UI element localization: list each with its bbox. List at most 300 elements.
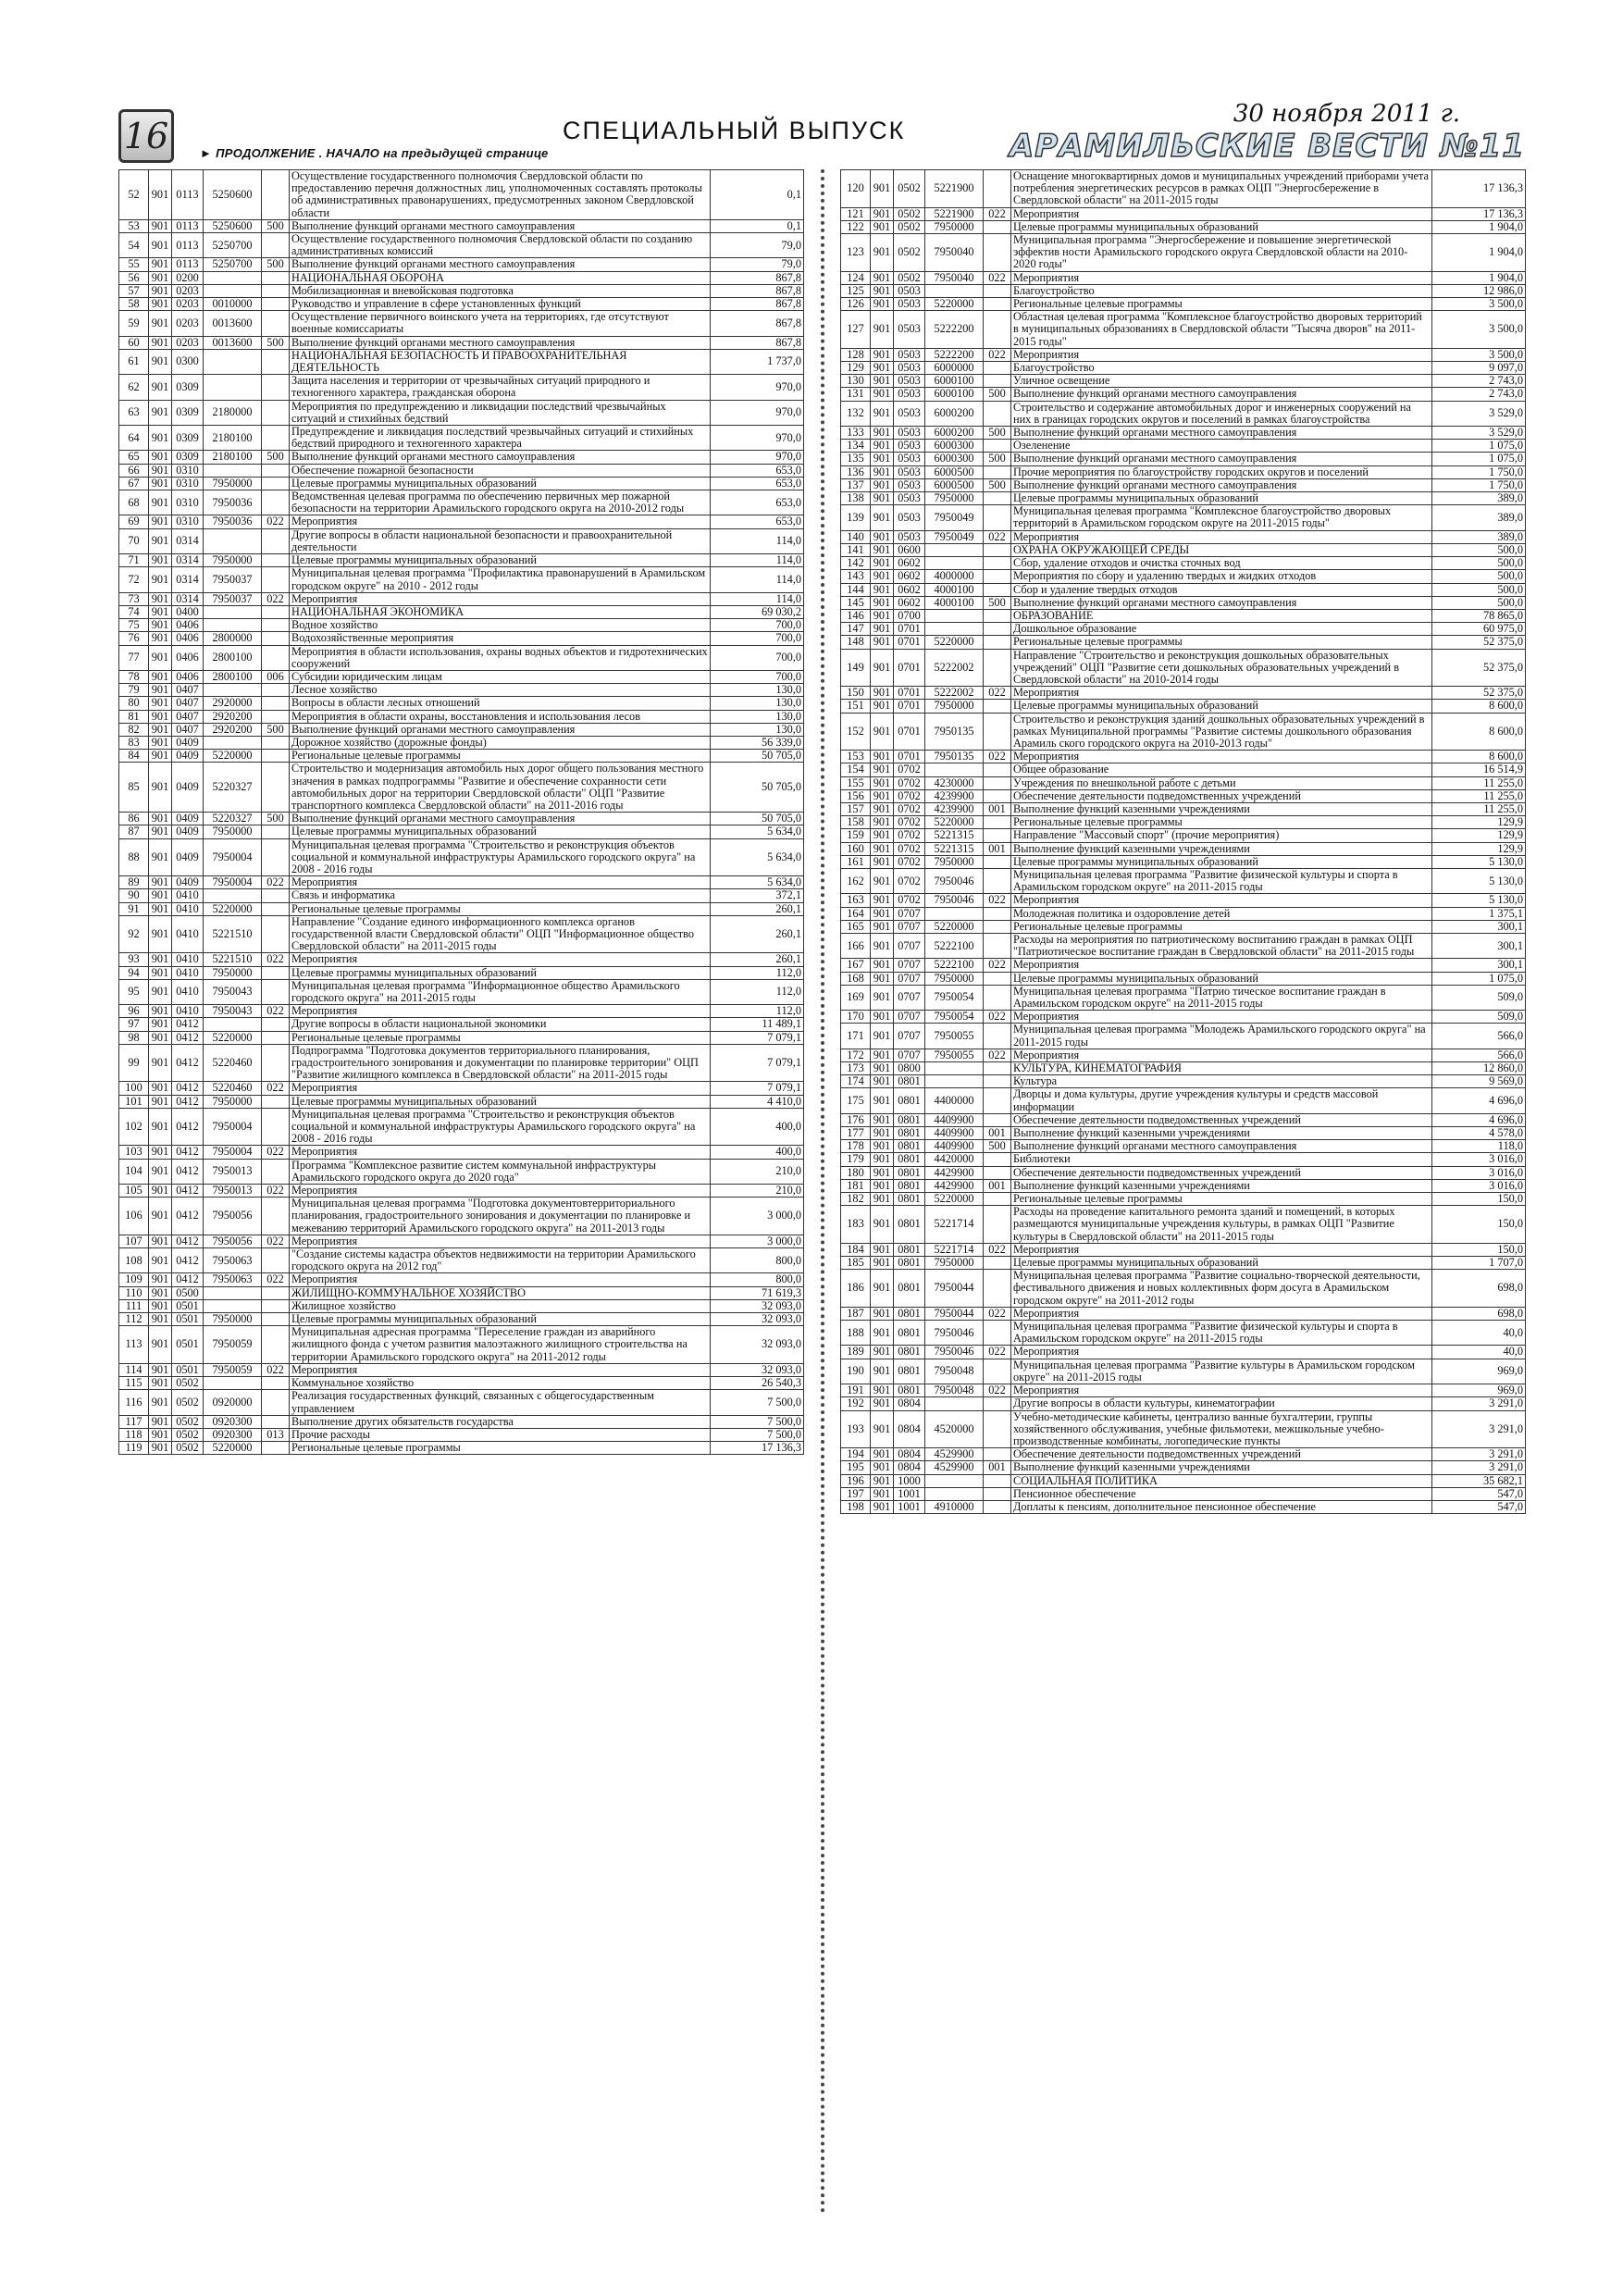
amount: 32 093,0 <box>711 1363 804 1376</box>
section-code: 0412 <box>172 1248 204 1273</box>
expense-type <box>984 1113 1011 1126</box>
target-code: 6000200 <box>925 401 984 426</box>
table-row <box>841 596 1526 609</box>
item-name: Направление "Массовый спорт" (прочие мероприятия) <box>1011 829 1432 842</box>
section-code: 0412 <box>172 1159 204 1184</box>
amount: 210,0 <box>711 1159 804 1184</box>
amount: 1 375,1 <box>1432 907 1526 920</box>
target-code: 2800000 <box>204 632 262 645</box>
target-code: 4409900 <box>925 1127 984 1140</box>
amount: 114,0 <box>711 528 804 553</box>
admin-code: 901 <box>871 1049 894 1061</box>
row-number: 175 <box>841 1088 871 1113</box>
target-code <box>925 557 984 570</box>
target-code: 2180100 <box>204 451 262 464</box>
row-number: 79 <box>119 684 149 697</box>
table-row <box>841 776 1526 789</box>
amount: 300,1 <box>1432 933 1526 958</box>
section-code: 0412 <box>172 1044 204 1082</box>
table-row <box>119 902 804 915</box>
section-code: 0113 <box>172 170 204 220</box>
row-number: 67 <box>119 477 149 490</box>
admin-code: 901 <box>871 763 894 776</box>
expense-type: 022 <box>984 271 1011 284</box>
section-code: 0702 <box>894 763 925 776</box>
table-row <box>119 554 804 567</box>
admin-code: 901 <box>149 1044 172 1082</box>
section-code: 0801 <box>894 1359 925 1384</box>
row-number: 127 <box>841 311 871 349</box>
table-row <box>841 375 1526 388</box>
table-row <box>119 336 804 349</box>
expense-type <box>262 1390 290 1415</box>
section-code: 0410 <box>172 915 204 953</box>
target-code: 7950004 <box>204 838 262 876</box>
section-code: 0407 <box>172 684 204 697</box>
admin-code: 901 <box>149 605 172 618</box>
table-row <box>119 1377 804 1390</box>
section-code: 0501 <box>172 1313 204 1326</box>
table-row <box>841 1474 1526 1487</box>
item-name: Выполнение функций органами местного самоуправления <box>290 723 711 736</box>
expense-type <box>984 465 1011 478</box>
row-number: 110 <box>119 1286 149 1299</box>
admin-code: 901 <box>871 1410 894 1448</box>
expense-type: 022 <box>984 1243 1011 1256</box>
amount: 509,0 <box>1432 985 1526 1010</box>
section-code: 0804 <box>894 1410 925 1448</box>
admin-code: 901 <box>871 1062 894 1075</box>
amount: 17 136,3 <box>1432 170 1526 208</box>
target-code: 5250700 <box>204 258 262 271</box>
amount: 5 130,0 <box>1432 868 1526 893</box>
item-name: Муниципальная целевая программа "Подготовка документовтерриториального планирования, градостроительного зонирования и документации по планировке и межеванию территорий Арамильского городского округа" на 2011-2013 годы <box>290 1198 711 1235</box>
amount: 11 255,0 <box>1432 776 1526 789</box>
amount: 3 016,0 <box>1432 1179 1526 1192</box>
section-code: 0412 <box>172 1146 204 1159</box>
section-code: 0804 <box>894 1397 925 1410</box>
item-name: Мероприятия <box>1011 1243 1432 1256</box>
target-code: 5221900 <box>925 207 984 220</box>
row-number: 83 <box>119 736 149 749</box>
amount: 566,0 <box>1432 1049 1526 1061</box>
admin-code: 901 <box>149 1005 172 1018</box>
item-name: Мероприятия <box>1011 1346 1432 1359</box>
amount: 700,0 <box>711 670 804 683</box>
item-name: Мероприятия <box>290 515 711 528</box>
page-number: 16 <box>118 109 174 163</box>
amount: 12 986,0 <box>1432 284 1526 297</box>
expense-type <box>262 889 290 902</box>
expense-type <box>984 1075 1011 1088</box>
item-name: Целевые программы муниципальных образований <box>1011 855 1432 868</box>
table-row <box>119 271 804 284</box>
table-row <box>841 440 1526 453</box>
item-name: Мероприятия <box>1011 751 1432 763</box>
section-code: 0502 <box>172 1428 204 1441</box>
section-code: 0503 <box>894 453 925 465</box>
expense-type: 013 <box>262 1428 290 1441</box>
row-number: 92 <box>119 915 149 953</box>
table-row <box>119 1095 804 1108</box>
amount: 3 291,0 <box>1432 1461 1526 1474</box>
row-number: 185 <box>841 1257 871 1270</box>
item-name: Программа "Комплексное развитие систем коммунальной инфраструктуры Арамильского городского округа до 2020 года" <box>290 1159 711 1184</box>
item-name: Выполнение функций казенными учреждениями <box>1011 1179 1432 1192</box>
row-number: 119 <box>119 1442 149 1455</box>
column-divider <box>821 169 824 2215</box>
amount: 69 030,2 <box>711 605 804 618</box>
expense-type <box>984 362 1011 375</box>
item-name: НАЦИОНАЛЬНАЯ БЕЗОПАСНОСТЬ И ПРАВООХРАНИТЕЛЬНАЯ ДЕЯТЕЛЬНОСТЬ <box>290 349 711 374</box>
admin-code: 901 <box>871 207 894 220</box>
expense-type <box>262 915 290 953</box>
target-code: 5221900 <box>925 170 984 208</box>
section-code: 0801 <box>894 1113 925 1126</box>
amount: 566,0 <box>1432 1024 1526 1049</box>
item-name: Осуществление государственного полномочия Свердловской области по созданию административных комиссий <box>290 233 711 258</box>
section-code: 0503 <box>894 440 925 453</box>
expense-type: 500 <box>984 596 1011 609</box>
amount: 400,0 <box>711 1108 804 1146</box>
section-code: 0801 <box>894 1140 925 1153</box>
admin-code: 901 <box>871 1257 894 1270</box>
section-code: 0707 <box>894 920 925 933</box>
table-row <box>119 1031 804 1044</box>
amount: 0,1 <box>711 170 804 220</box>
expense-type <box>262 1286 290 1299</box>
target-code: 6000000 <box>925 362 984 375</box>
section-code: 0707 <box>894 1049 925 1061</box>
admin-code: 901 <box>149 1235 172 1247</box>
admin-code: 901 <box>149 233 172 258</box>
table-row <box>119 710 804 723</box>
amount: 509,0 <box>1432 1011 1526 1024</box>
row-number: 82 <box>119 723 149 736</box>
admin-code: 901 <box>149 1146 172 1159</box>
target-code: 6000200 <box>925 427 984 440</box>
expense-type <box>984 311 1011 349</box>
table-row <box>119 284 804 297</box>
amount: 867,8 <box>711 284 804 297</box>
row-number: 131 <box>841 388 871 401</box>
admin-code: 901 <box>871 453 894 465</box>
target-code: 7950048 <box>925 1359 984 1384</box>
target-code: 5221510 <box>204 953 262 966</box>
item-name: Мероприятия <box>1011 687 1432 700</box>
row-number: 106 <box>119 1198 149 1235</box>
section-code: 0702 <box>894 802 925 815</box>
amount: 35 682,1 <box>1432 1474 1526 1487</box>
table-row <box>841 1359 1526 1384</box>
table-row <box>119 592 804 605</box>
item-name: ОБРАЗОВАНИЕ <box>1011 609 1432 622</box>
expense-type: 022 <box>262 1082 290 1095</box>
item-name: ЖИЛИЩНО-КОММУНАЛЬНОЕ ХОЗЯЙСТВО <box>290 1286 711 1299</box>
admin-code: 901 <box>871 492 894 505</box>
admin-code: 901 <box>871 1474 894 1487</box>
expense-type <box>262 710 290 723</box>
target-code: 7950055 <box>925 1024 984 1049</box>
section-code: 0801 <box>894 1193 925 1206</box>
target-code: 4000100 <box>925 583 984 596</box>
row-number: 69 <box>119 515 149 528</box>
table-row <box>841 427 1526 440</box>
item-name: Выполнение функций органами местного самоуправления <box>290 219 711 232</box>
row-number: 166 <box>841 933 871 958</box>
section-code: 0203 <box>172 298 204 311</box>
row-number: 174 <box>841 1075 871 1088</box>
target-code: 7950043 <box>204 979 262 1004</box>
row-number: 96 <box>119 1005 149 1018</box>
expense-type <box>984 1193 1011 1206</box>
section-code: 0503 <box>894 505 925 530</box>
admin-code: 901 <box>149 1313 172 1326</box>
item-name: Региональные целевые программы <box>290 1031 711 1044</box>
admin-code: 901 <box>149 645 172 670</box>
admin-code: 901 <box>149 619 172 632</box>
row-number: 198 <box>841 1500 871 1513</box>
expense-type <box>984 543 1011 556</box>
item-name: Мероприятия <box>1011 530 1432 543</box>
expense-type <box>984 1024 1011 1049</box>
amount: 1 904,0 <box>1432 220 1526 233</box>
row-number: 107 <box>119 1235 149 1247</box>
table-row <box>119 515 804 528</box>
table-row <box>119 1082 804 1095</box>
section-code: 0410 <box>172 889 204 902</box>
admin-code: 901 <box>871 1307 894 1320</box>
expense-type <box>262 298 290 311</box>
table-row <box>841 972 1526 985</box>
table-row <box>119 311 804 336</box>
expense-type: 006 <box>262 670 290 683</box>
section-code: 0310 <box>172 464 204 477</box>
target-code <box>204 619 262 632</box>
item-name: Сбор и удаление твердых отходов <box>1011 583 1432 596</box>
amount: 867,8 <box>711 298 804 311</box>
section-code: 0702 <box>894 776 925 789</box>
expense-type <box>984 907 1011 920</box>
amount: 867,8 <box>711 336 804 349</box>
expense-type <box>984 855 1011 868</box>
row-number: 187 <box>841 1307 871 1320</box>
target-code <box>204 284 262 297</box>
admin-code: 901 <box>149 1018 172 1031</box>
target-code: 4429900 <box>925 1166 984 1179</box>
table-row <box>841 1140 1526 1153</box>
item-name: Мероприятия <box>290 1082 711 1095</box>
item-name: Мероприятия <box>290 1235 711 1247</box>
admin-code: 901 <box>871 1153 894 1166</box>
section-code: 0406 <box>172 645 204 670</box>
row-number: 125 <box>841 284 871 297</box>
item-name: Доплаты к пенсиям, дополнительное пенсионное обеспечение <box>1011 1500 1432 1513</box>
expense-type <box>262 619 290 632</box>
section-code: 0602 <box>894 557 925 570</box>
row-number: 159 <box>841 829 871 842</box>
target-code: 5220327 <box>204 813 262 825</box>
expense-type: 022 <box>984 751 1011 763</box>
target-code: 7950056 <box>204 1198 262 1235</box>
target-code: 7950000 <box>925 220 984 233</box>
admin-code: 901 <box>871 842 894 855</box>
amount: 40,0 <box>1432 1346 1526 1359</box>
admin-code: 901 <box>149 889 172 902</box>
section-code: 0406 <box>172 619 204 632</box>
admin-code: 901 <box>871 985 894 1010</box>
target-code: 5221510 <box>204 915 262 953</box>
amount: 50 705,0 <box>711 750 804 763</box>
admin-code: 901 <box>871 1346 894 1359</box>
section-code: 0203 <box>172 284 204 297</box>
budget-table-right <box>840 169 1526 1514</box>
item-name: Выполнение функций органами местного самоуправления <box>1011 427 1432 440</box>
section-code: 0502 <box>894 271 925 284</box>
item-name: Мероприятия <box>1011 207 1432 220</box>
row-number: 90 <box>119 889 149 902</box>
item-name: Мероприятия <box>290 592 711 605</box>
row-number: 163 <box>841 894 871 907</box>
target-code: 7950049 <box>925 505 984 530</box>
amount: 2 743,0 <box>1432 375 1526 388</box>
amount: 2 743,0 <box>1432 388 1526 401</box>
target-code: 7950055 <box>925 1049 984 1061</box>
row-number: 126 <box>841 298 871 311</box>
item-name: Руководство и управление в сфере установленных функций <box>290 298 711 311</box>
table-row <box>119 464 804 477</box>
row-number: 74 <box>119 605 149 618</box>
target-code: 4520000 <box>925 1410 984 1448</box>
row-number: 109 <box>119 1273 149 1286</box>
section-code: 0701 <box>894 700 925 713</box>
amount: 1 904,0 <box>1432 234 1526 272</box>
target-code: 7950013 <box>204 1185 262 1198</box>
amount: 1 075,0 <box>1432 972 1526 985</box>
expense-type: 022 <box>984 959 1011 972</box>
section-title: СПЕЦИАЛЬНЫЙ ВЫПУСК <box>563 117 906 144</box>
expense-type <box>262 825 290 838</box>
table-row <box>841 687 1526 700</box>
table-row <box>841 829 1526 842</box>
target-code: 5250700 <box>204 233 262 258</box>
expense-type: 500 <box>984 453 1011 465</box>
row-number: 130 <box>841 375 871 388</box>
section-code: 0503 <box>894 427 925 440</box>
admin-code: 901 <box>149 400 172 425</box>
admin-code: 901 <box>149 298 172 311</box>
admin-code: 901 <box>871 1179 894 1192</box>
table-row <box>119 375 804 400</box>
target-code: 5222002 <box>925 649 984 687</box>
item-name: Прочие расходы <box>290 1428 711 1441</box>
item-name: Целевые программы муниципальных образований <box>290 1095 711 1108</box>
expense-type <box>262 838 290 876</box>
section-code: 0412 <box>172 1273 204 1286</box>
admin-code: 901 <box>149 554 172 567</box>
item-name: Мероприятия в области использования, охраны водных объектов и гидротехнических сооружений <box>290 645 711 670</box>
target-code: 0920300 <box>204 1415 262 1428</box>
item-name: Выполнение функций органами местного самоуправления <box>1011 478 1432 491</box>
item-name: Целевые программы муниципальных образований <box>290 966 711 979</box>
amount: 17 136,3 <box>1432 207 1526 220</box>
page-header <box>118 100 1525 169</box>
item-name: Обеспечение деятельности подведомственных учреждений <box>1011 1113 1432 1126</box>
section-code: 0707 <box>894 907 925 920</box>
admin-code: 901 <box>871 530 894 543</box>
expense-type: 022 <box>984 1049 1011 1061</box>
row-number: 195 <box>841 1461 871 1474</box>
expense-type: 500 <box>262 258 290 271</box>
section-code: 0801 <box>894 1270 925 1308</box>
item-name: Выполнение функций органами местного самоуправления <box>290 813 711 825</box>
row-number: 54 <box>119 233 149 258</box>
item-name: Мероприятия <box>1011 1049 1432 1061</box>
row-number: 172 <box>841 1049 871 1061</box>
expense-type <box>984 623 1011 636</box>
section-code: 0500 <box>172 1286 204 1299</box>
section-code: 0502 <box>172 1442 204 1455</box>
row-number: 169 <box>841 985 871 1010</box>
admin-code: 901 <box>871 1384 894 1397</box>
section-code: 0410 <box>172 979 204 1004</box>
admin-code: 901 <box>871 649 894 687</box>
target-code <box>925 907 984 920</box>
table-row <box>841 478 1526 491</box>
row-number: 122 <box>841 220 871 233</box>
expense-type <box>262 979 290 1004</box>
admin-code: 901 <box>871 1270 894 1308</box>
amount: 3 500,0 <box>1432 298 1526 311</box>
table-row <box>841 1153 1526 1166</box>
table-row <box>119 298 804 311</box>
section-code: 0502 <box>172 1415 204 1428</box>
amount: 3 291,0 <box>1432 1448 1526 1461</box>
row-number: 53 <box>119 219 149 232</box>
target-code: 5222100 <box>925 933 984 958</box>
target-code: 7950046 <box>925 1346 984 1359</box>
amount: 129,9 <box>1432 816 1526 829</box>
admin-code: 901 <box>149 1031 172 1044</box>
admin-code: 901 <box>149 490 172 515</box>
item-name: Осуществление государственного полномочия Свердловской области по предоставлению перечня должностных лиц, уполномоченных составлять протоколы об административных правонарушениях, предусмотренных законом Свердловской области <box>290 170 711 220</box>
row-number: 123 <box>841 234 871 272</box>
amount: 8 600,0 <box>1432 751 1526 763</box>
amount: 7 500,0 <box>711 1390 804 1415</box>
amount: 130,0 <box>711 684 804 697</box>
amount: 970,0 <box>711 375 804 400</box>
row-number: 144 <box>841 583 871 596</box>
table-row <box>841 789 1526 802</box>
admin-code: 901 <box>149 336 172 349</box>
amount: 118,0 <box>1432 1140 1526 1153</box>
section-code: 0702 <box>894 894 925 907</box>
target-code: 5220000 <box>925 1193 984 1206</box>
table-row <box>119 1273 804 1286</box>
expense-type <box>984 1487 1011 1500</box>
target-code: 5221315 <box>925 829 984 842</box>
table-row <box>119 1108 804 1146</box>
amount: 17 136,3 <box>711 1442 804 1455</box>
amount: 800,0 <box>711 1248 804 1273</box>
amount: 210,0 <box>711 1185 804 1198</box>
section-code: 0503 <box>894 284 925 297</box>
amount: 260,1 <box>711 902 804 915</box>
target-code <box>925 1075 984 1088</box>
amount: 8 600,0 <box>1432 713 1526 751</box>
expense-type <box>984 1153 1011 1166</box>
section-code: 0412 <box>172 1185 204 1198</box>
